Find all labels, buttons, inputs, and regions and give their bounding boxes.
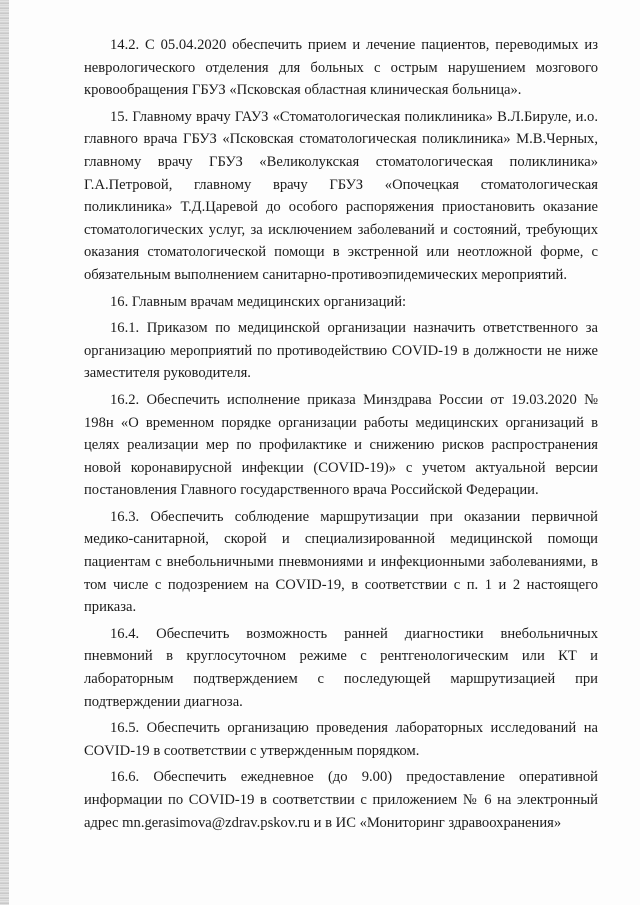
paragraph-16-2: 16.2. Обеспечить исполнение приказа Минздрава России от 19.03.2020 № 198н «О временном порядке организации работы медицинских организаций в целях реализации мер по профилактике и снижению рисков распространения новой коронавирусной инфекции (COVID-19)» с учетом актуальной версии постановления Главного государственного врача Российской Федерации. <box>84 391 598 499</box>
paragraph-16-3: 16.3. Обеспечить соблюдение маршрутизации при оказании первичной медико-санитарной, скорой и специализированной медицинской помощи пациентам с внебольничными пневмониями и инфекционными заболеваниями, в том числе с подозрением на COVID-19, в соответствии с п. 1 и 2 настоящего приказа. <box>84 508 598 616</box>
paragraph-16-5: 16.5. Обеспечить организацию проведения лабораторных исследований на COVID-19 в соответствии с утвержденным порядком. <box>84 720 598 759</box>
paragraph-16-6: 16.6. Обеспечить ежедневное (до 9.00) предоставление оперативной информации по COVID-19 в соответствии с приложением № 6 на электронный адрес mn.gerasimova@zdrav.pskov.ru и в ИС «Мониторинг здравоохранения» <box>84 769 598 831</box>
paragraph-14-2: 14.2. С 05.04.2020 обеспечить прием и лечение пациентов, переводимых из неврологического отделения для больных с острым нарушением мозгового кровообращения ГБУЗ «Псковская областная клиническая больница». <box>84 37 598 99</box>
paragraph-15: 15. Главному врачу ГАУЗ «Стоматологическая поликлиника» В.Л.Бируле, и.о. главного врача ГБУЗ «Псковская стоматологическая поликлиника» М.В.Черных, главному врачу ГБУЗ «Великолукская стоматологическая поликлиника» Г.А.Петровой, главному врачу ГБУЗ «Опочецкая стоматологическая поликлиника» Т.Д.Царевой до особого распоряжения приостановить оказание стоматологических услуг, за исключением заболеваний и состояний, требующих оказания стоматологической помощи в экстренной или неотложной форме, с обязательным выполнением санитарно-противоэпидемических мероприятий. <box>84 108 598 283</box>
paragraph-16-4: 16.4. Обеспечить возможность ранней диагностики внебольничных пневмоний в круглосуточном режиме с рентгенологическим или КТ и лабораторным подтверждением с последующей маршрутизацией при подтверждении диагноза. <box>84 625 598 710</box>
document-body <box>84 34 598 834</box>
scan-edge-strip <box>0 0 9 905</box>
paragraph-16: 16. Главным врачам медицинских организаций: <box>110 293 407 310</box>
paragraph-16-1: 16.1. Приказом по медицинской организации назначить ответственного за организацию мероприятий по противодействию COVID-19 в должности не ниже заместителя руководителя. <box>84 320 598 382</box>
